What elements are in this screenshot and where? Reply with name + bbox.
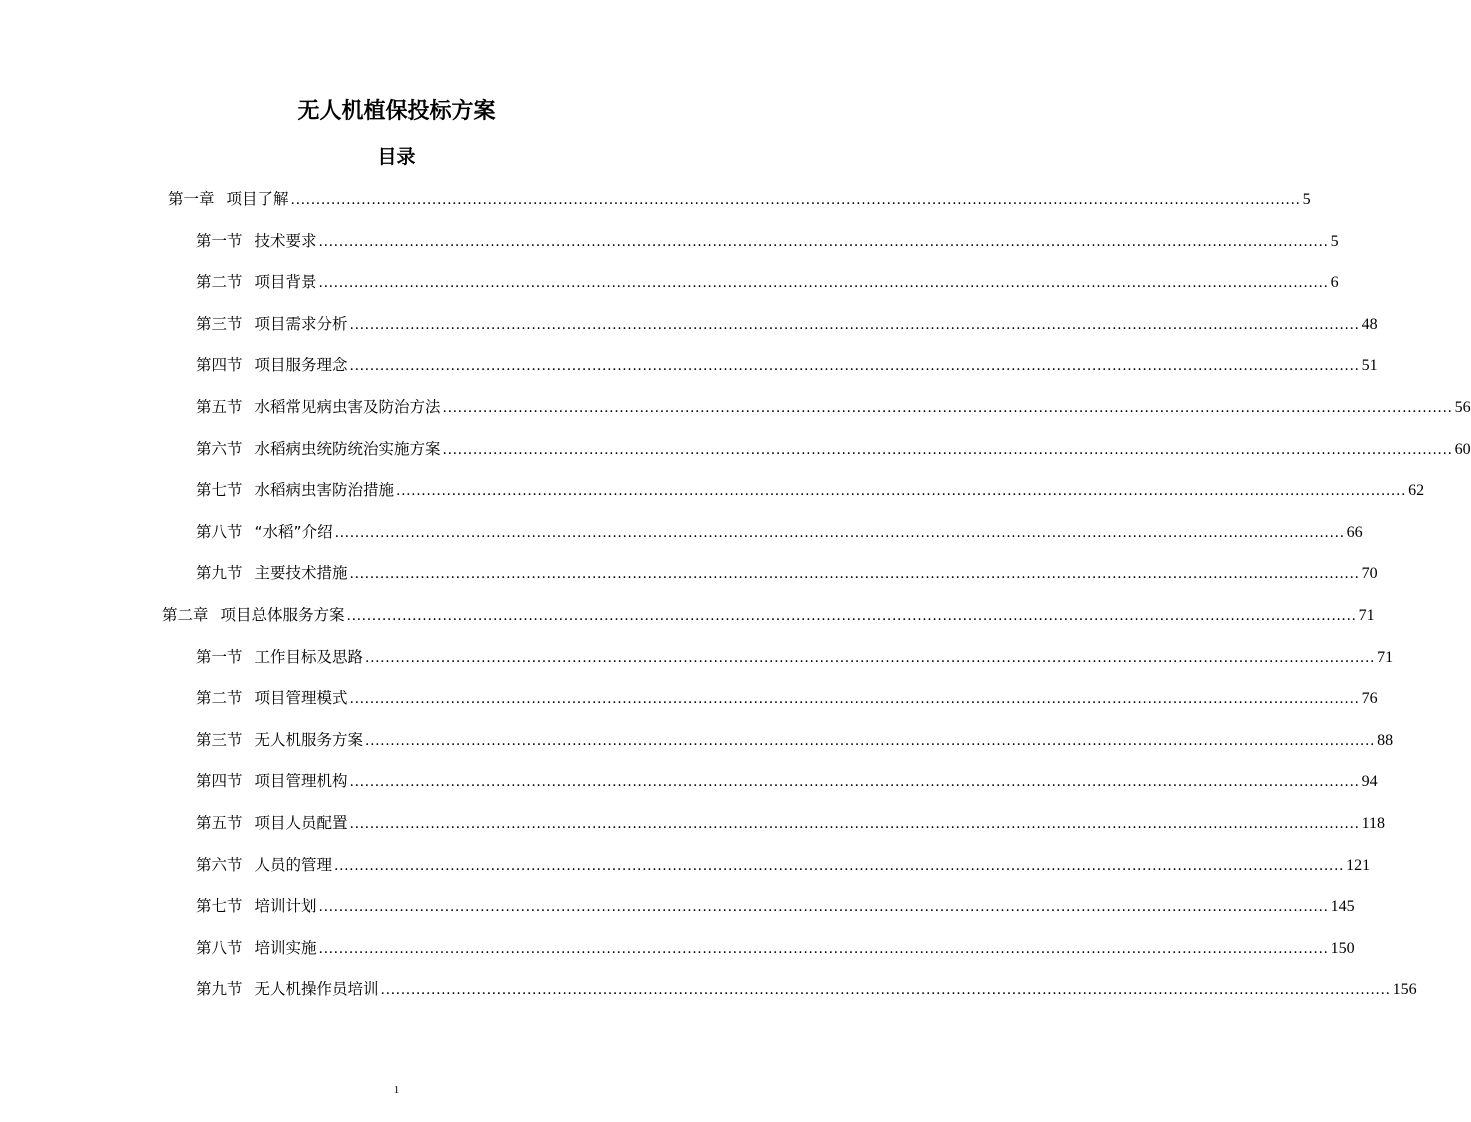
toc-entry-label: 第一章 (168, 190, 215, 208)
toc-section-entry[interactable] (0, 637, 1394, 679)
toc-dot-leader: ........................................................................................................................................................................................................ (349, 774, 1360, 791)
toc-section-entry[interactable] (0, 345, 1378, 387)
toc-dot-leader: ........................................................................................................................................................................................................ (318, 233, 1329, 250)
toc-entry-title: 培训计划 (254, 897, 317, 916)
toc-entry-title: 项目人员配置 (254, 813, 348, 832)
toc-entry-title: 主要技术措施 (254, 564, 348, 583)
toc-section-entry[interactable] (0, 512, 1363, 554)
toc-entry-label: 第二章 (162, 605, 209, 624)
toc-section-entry[interactable] (0, 387, 1471, 429)
toc-dot-leader: ........................................................................................................................................................................................................ (349, 358, 1360, 375)
toc-entry-page: 150 (1330, 939, 1355, 957)
toc-dot-leader: ........................................................................................................................................................................................................ (349, 566, 1360, 583)
toc-section-entry[interactable] (0, 969, 1417, 1011)
toc-dot-leader: ........................................................................................................................................................................................................ (349, 815, 1360, 832)
toc-entry-label: 第三节 (196, 730, 243, 749)
toc-dot-leader: ........................................................................................................................................................................................................ (318, 940, 1329, 957)
toc-entry-page: 62 (1408, 482, 1425, 500)
toc-entry-label: 第一节 (196, 231, 243, 250)
toc-entry-label: 第四节 (196, 356, 243, 375)
toc-section-entry[interactable] (0, 553, 1378, 595)
toc-entry-label: 第五节 (196, 397, 243, 416)
toc-entry-title: 项目服务理念 (254, 356, 348, 375)
toc-dot-leader: ........................................................................................................................................................................................................ (396, 483, 1407, 500)
toc-entry-page: 156 (1392, 981, 1417, 999)
toc-heading: 目录 (377, 146, 416, 168)
toc-dot-leader: ........................................................................................................................................................................................................ (318, 275, 1329, 292)
toc-entry-title: 技术要求 (254, 231, 317, 250)
toc-dot-leader: ........................................................................................................................................................................................................ (334, 524, 1345, 541)
toc-dot-leader: ........................................................................................................................................................................................................ (442, 399, 1453, 416)
table-of-contents (0, 179, 1471, 1011)
toc-entry-page: 71 (1377, 648, 1394, 666)
toc-entry-page: 121 (1346, 856, 1371, 874)
toc-dot-leader: ........................................................................................................................................................................................................ (349, 316, 1360, 333)
toc-entry-label: 第八节 (196, 938, 243, 957)
toc-section-entry[interactable] (0, 928, 1355, 970)
toc-entry-page: 76 (1361, 690, 1378, 708)
toc-dot-leader: ........................................................................................................................................................................................................ (380, 982, 1391, 999)
toc-entry-page: 88 (1377, 731, 1394, 749)
toc-dot-leader: ........................................................................................................................................................................................................ (442, 441, 1453, 458)
toc-entry-label: 第二节 (196, 273, 243, 292)
toc-dot-leader: ........................................................................................................................................................................................................ (349, 691, 1360, 708)
toc-entry-label: 第六节 (196, 855, 243, 874)
toc-entry-page: 60 (1454, 440, 1471, 458)
toc-entry-title: 工作目标及思路 (254, 647, 364, 666)
toc-entry-title: “水稻”介绍 (254, 522, 333, 541)
toc-entry-title: 无人机操作员培训 (254, 980, 379, 999)
toc-entry-page: 66 (1346, 523, 1363, 541)
toc-dot-leader: ........................................................................................................................................................................................................ (346, 607, 1357, 624)
toc-entry-label: 第八节 (196, 522, 243, 541)
toc-entry-title: 项目管理机构 (254, 772, 348, 791)
toc-entry-page: 70 (1361, 565, 1378, 583)
toc-chapter-entry[interactable] (0, 595, 1375, 637)
toc-entry-label: 第九节 (196, 564, 243, 583)
toc-section-entry[interactable] (0, 845, 1371, 887)
toc-chapter-entry[interactable] (0, 179, 1311, 221)
toc-entry-label: 第一节 (196, 647, 243, 666)
toc-entry-title: 人员的管理 (254, 855, 333, 874)
toc-entry-page: 48 (1361, 315, 1378, 333)
toc-entry-page: 94 (1361, 773, 1378, 791)
toc-entry-page: 51 (1361, 357, 1378, 375)
toc-entry-title: 项目了解 (226, 190, 289, 208)
toc-section-entry[interactable] (0, 886, 1355, 928)
toc-section-entry[interactable] (0, 262, 1339, 304)
toc-entry-title: 项目需求分析 (254, 314, 348, 333)
toc-section-entry[interactable] (0, 221, 1339, 263)
toc-entry-title: 项目背景 (254, 273, 317, 292)
toc-entry-label: 第五节 (196, 813, 243, 832)
document-title: 无人机植保投标方案 (297, 99, 496, 124)
toc-dot-leader: ........................................................................................................................................................................................................ (318, 899, 1329, 916)
toc-entry-label: 第四节 (196, 772, 243, 791)
toc-entry-page: 145 (1330, 898, 1355, 916)
toc-entry-page: 71 (1358, 606, 1375, 624)
toc-entry-page: 118 (1361, 814, 1385, 832)
toc-entry-label: 第三节 (196, 314, 243, 333)
toc-entry-page: 6 (1330, 274, 1339, 292)
toc-dot-leader: ........................................................................................................................................................................................................ (290, 192, 1301, 208)
toc-section-entry[interactable] (0, 720, 1394, 762)
toc-section-entry[interactable] (0, 470, 1425, 512)
toc-entry-title: 水稻病虫害防治措施 (254, 481, 395, 500)
toc-section-entry[interactable] (0, 761, 1378, 803)
toc-entry-page: 56 (1454, 398, 1471, 416)
toc-entry-title: 项目管理模式 (254, 689, 348, 708)
toc-section-entry[interactable] (0, 429, 1471, 471)
toc-entry-page: 5 (1302, 191, 1311, 208)
toc-section-entry[interactable] (0, 304, 1378, 346)
toc-entry-title: 无人机服务方案 (254, 730, 364, 749)
toc-dot-leader: ........................................................................................................................................................................................................ (334, 857, 1345, 874)
toc-entry-title: 水稻常见病虫害及防治方法 (254, 397, 441, 416)
toc-entry-label: 第六节 (196, 439, 243, 458)
toc-entry-title: 培训实施 (254, 938, 317, 957)
toc-section-entry[interactable] (0, 803, 1385, 845)
toc-entry-label: 第二节 (196, 689, 243, 708)
toc-entry-label: 第九节 (196, 980, 243, 999)
toc-dot-leader: ........................................................................................................................................................................................................ (365, 732, 1376, 749)
page-number: 1 (393, 1084, 400, 1096)
toc-dot-leader: ........................................................................................................................................................................................................ (365, 649, 1376, 666)
toc-entry-label: 第七节 (196, 481, 243, 500)
toc-section-entry[interactable] (0, 678, 1378, 720)
toc-entry-title: 水稻病虫统防统治实施方案 (254, 439, 441, 458)
toc-entry-title: 项目总体服务方案 (220, 605, 345, 624)
toc-entry-label: 第七节 (196, 897, 243, 916)
toc-entry-page: 5 (1330, 232, 1339, 250)
